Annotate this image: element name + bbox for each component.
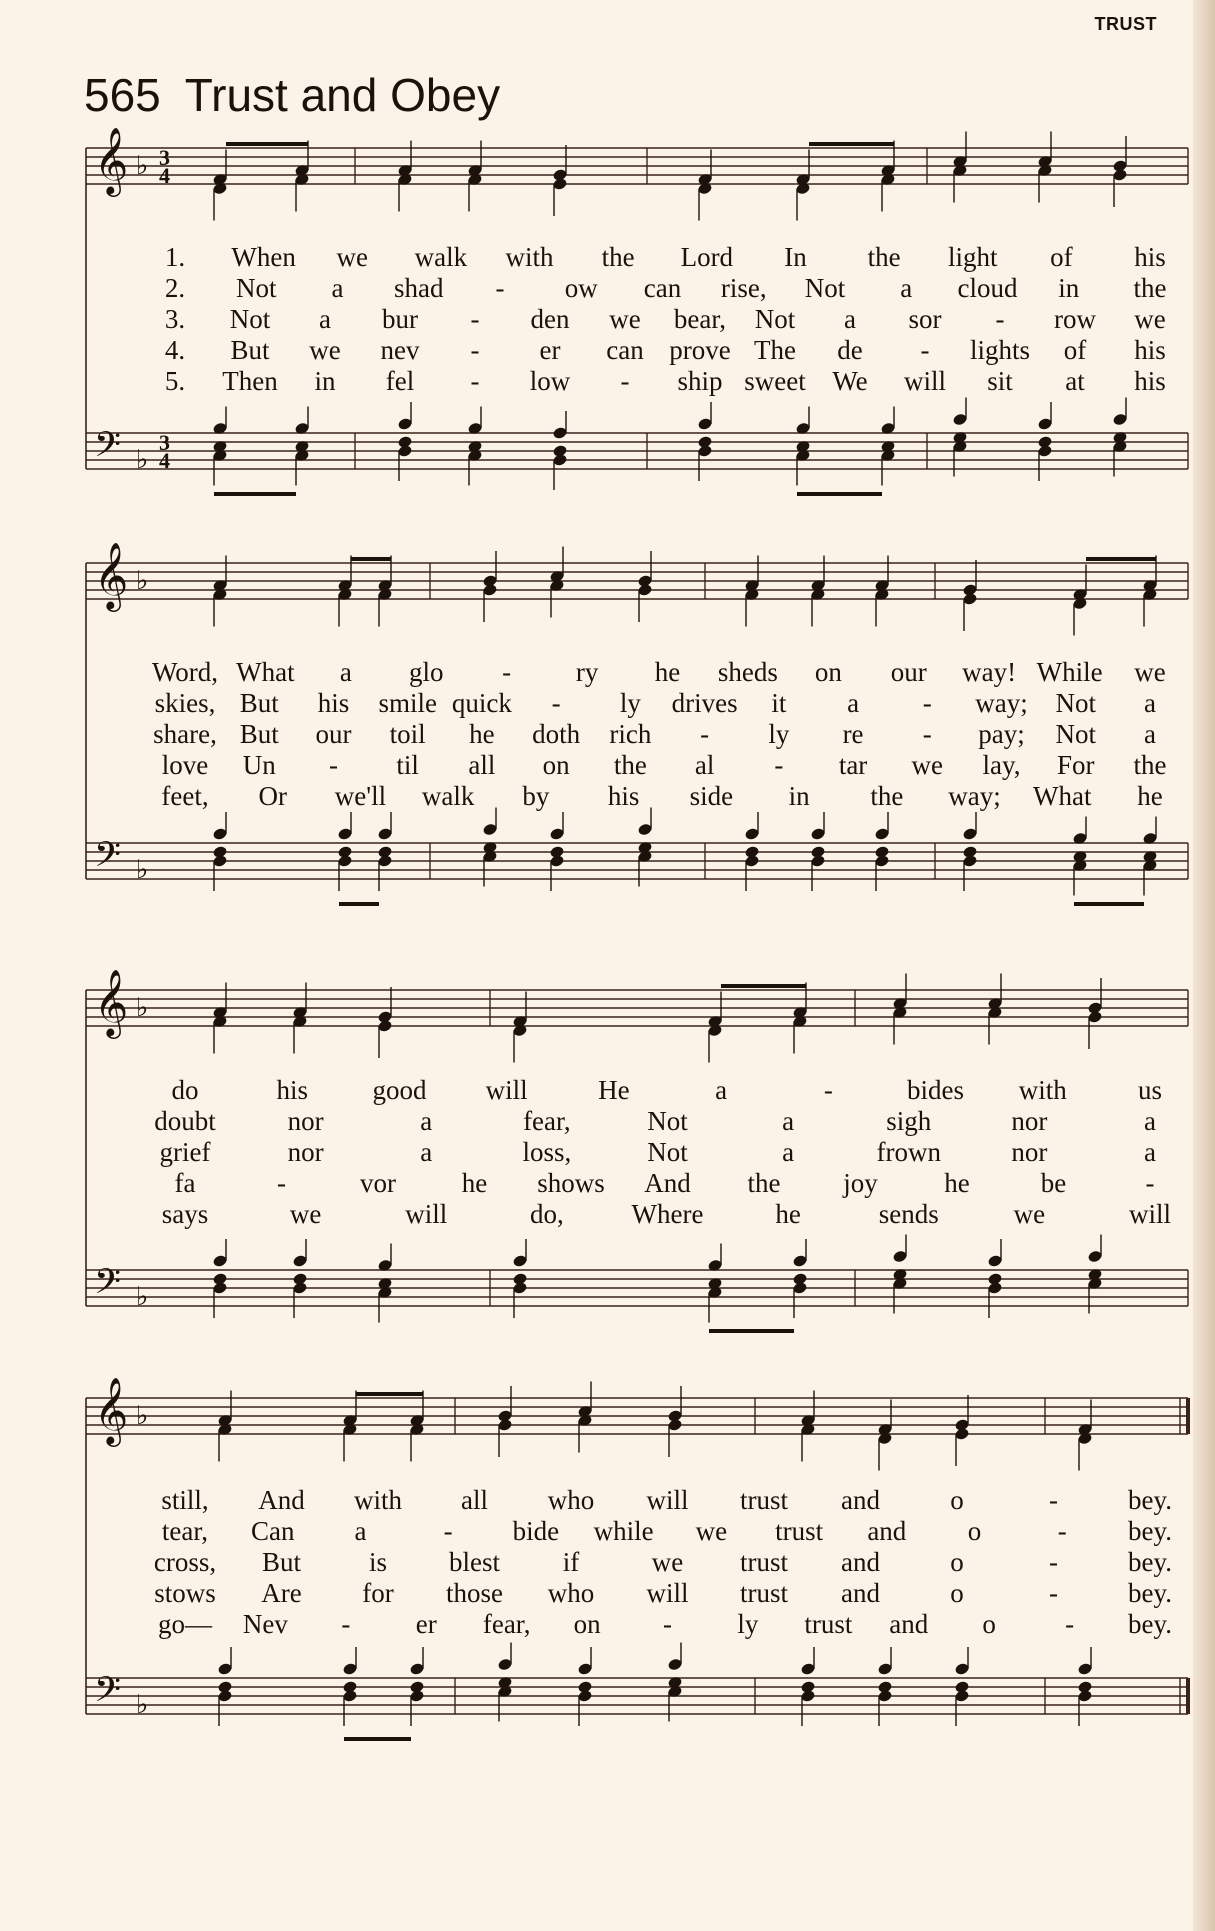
note-chord <box>954 1395 970 1466</box>
bass-staff <box>86 1643 1188 1740</box>
lyric-line <box>0 1485 1215 1515</box>
lyric-syllable: Lord <box>680 242 734 272</box>
lyric-syllable: can <box>643 273 682 303</box>
lyric-syllable: way; <box>975 688 1028 718</box>
lyric-syllable: bey. <box>1128 1547 1172 1577</box>
lyric-syllable: sheds <box>717 657 778 687</box>
lyric-syllable: is <box>368 1547 388 1577</box>
syllable-hyphen: - <box>470 366 480 396</box>
treble-staff <box>86 1376 1188 1471</box>
lyric-syllable: go— <box>158 1609 212 1639</box>
lyric-syllable: in <box>314 366 336 396</box>
flat-key-signature-icon: ♭ <box>136 1401 149 1431</box>
syllable-hyphen: - <box>328 750 338 780</box>
syllable-hyphen: - <box>443 1516 453 1546</box>
lyric-syllable: with <box>353 1485 403 1515</box>
syllable-hyphen: - <box>995 304 1005 334</box>
lyric-syllable: feet, <box>161 781 209 811</box>
lyric-syllable: fel <box>385 366 415 396</box>
lyric-line <box>0 1578 1215 1608</box>
section-tag: TRUST <box>1094 14 1157 34</box>
lyric-syllable: bey. <box>1128 1609 1172 1639</box>
lyric-syllable: But <box>230 335 270 365</box>
lyric-syllable: But <box>239 719 279 749</box>
lyric-syllable: He <box>598 1075 630 1105</box>
lyric-syllable: in <box>788 781 810 811</box>
lyric-line <box>0 1609 1215 1639</box>
lyric-syllable: What <box>236 657 295 687</box>
lyric-syllable: sweet <box>744 366 806 396</box>
lyric-syllable: side <box>689 781 734 811</box>
lyric-syllable: of <box>1063 335 1087 365</box>
lyric-syllable: ly <box>619 688 641 718</box>
flat-key-signature-icon: ♭ <box>136 1690 149 1720</box>
lyric-syllable: he <box>944 1168 970 1198</box>
lyric-syllable: it <box>771 688 787 718</box>
lyric-syllable: sigh <box>886 1106 932 1136</box>
syllable-hyphen: - <box>470 304 480 334</box>
lyric-syllable: Where <box>631 1199 704 1229</box>
lyric-syllable: his <box>317 688 350 718</box>
lyric-syllable: share, <box>153 719 217 749</box>
note-chord <box>800 1391 816 1462</box>
lyric-syllable: Then <box>222 366 278 396</box>
lyric-syllable: loss, <box>522 1137 572 1167</box>
lyric-syllable: will <box>646 1485 689 1515</box>
lyric-syllable: o <box>950 1547 964 1577</box>
lyric-syllable: we <box>911 750 944 780</box>
lyric-syllable: on <box>542 750 570 780</box>
verse-number: 1. <box>164 242 186 272</box>
lyric-syllable: de <box>837 335 863 365</box>
syllable-hyphen: - <box>920 335 930 365</box>
lyric-syllable: trust <box>804 1609 853 1639</box>
lyric-syllable: we <box>336 242 369 272</box>
lyric-syllable: fear, <box>523 1106 571 1136</box>
lyric-syllable: if <box>562 1547 580 1577</box>
lyric-syllable: the <box>601 242 635 272</box>
lyric-syllable: by <box>522 781 550 811</box>
lyric-syllable: nor <box>1011 1106 1048 1136</box>
time-signature-bottom: 4 <box>159 448 170 473</box>
lyric-syllable: do, <box>530 1199 564 1229</box>
lyric-syllable: says <box>161 1199 209 1229</box>
lyric-syllable: In <box>784 242 807 272</box>
flat-key-signature-icon: ♭ <box>136 151 149 181</box>
lyric-syllable: lay, <box>982 750 1021 780</box>
lyric-syllable: the <box>867 242 901 272</box>
lyric-syllable: frown <box>876 1137 941 1167</box>
lyric-syllable: When <box>231 242 296 272</box>
note-chord <box>497 1643 513 1722</box>
lyric-syllable: we <box>695 1516 728 1546</box>
lyric-syllable: blest <box>449 1547 500 1577</box>
lyric-syllable: nor <box>1011 1137 1048 1167</box>
verse-number: 2. <box>164 273 186 303</box>
lyric-syllable: a <box>1144 1106 1156 1136</box>
lyric-syllable: a <box>319 304 331 334</box>
lyric-syllable: will <box>485 1075 528 1105</box>
lyric-syllable: Are <box>261 1578 302 1608</box>
lyric-syllable: a <box>782 1106 795 1136</box>
lyric-syllable: our <box>315 719 352 749</box>
note-chord <box>667 1643 683 1722</box>
lyric-syllable: while <box>593 1516 654 1546</box>
lyric-syllable: can <box>606 335 644 365</box>
lyric-syllable: bey. <box>1128 1578 1172 1608</box>
lyric-syllable: for <box>362 1578 394 1608</box>
lyric-syllable: will <box>903 366 947 396</box>
lyric-syllable: a <box>420 1137 433 1167</box>
lyric-syllable: a <box>1144 688 1156 718</box>
lyric-syllable: love <box>161 750 209 780</box>
note-chord <box>217 1391 233 1462</box>
lyric-syllable: cloud <box>957 273 1018 303</box>
lyric-syllable: a <box>715 1075 728 1105</box>
lyric-syllable: And <box>258 1485 305 1515</box>
lyric-syllable: and <box>841 1578 880 1608</box>
lyric-syllable: a <box>1144 1137 1156 1167</box>
lyric-syllable: still, <box>161 1485 209 1515</box>
lyric-syllable: skies, <box>154 688 216 718</box>
lyric-syllable: smile <box>378 688 437 718</box>
lyric-syllable: sor <box>908 304 942 334</box>
lyric-syllable: Un <box>242 750 276 780</box>
lyric-syllable: fa <box>174 1168 196 1198</box>
lyric-syllable: But <box>239 688 279 718</box>
lyric-syllable: he <box>461 1168 488 1198</box>
hymn-number: 565 <box>84 69 161 121</box>
syllable-hyphen: - <box>502 657 512 687</box>
lyric-syllable: Not <box>647 1137 688 1167</box>
bass-clef-icon: 𝄢 <box>94 1261 122 1310</box>
lyric-syllable: Not <box>236 273 277 303</box>
lyric-syllable: Word, <box>151 657 219 687</box>
lyric-syllable: o <box>950 1578 964 1608</box>
lyric-line <box>0 1547 1215 1577</box>
syllable-hyphen: - <box>495 273 505 303</box>
lyric-syllable: will <box>1128 1199 1172 1229</box>
lyric-syllable: rise, <box>720 273 767 303</box>
lyric-syllable: Nev <box>242 1609 288 1639</box>
syllable-hyphen: - <box>1065 1609 1075 1639</box>
lyric-syllable: doth <box>532 719 581 749</box>
lyric-syllable: bey. <box>1128 1516 1172 1546</box>
lyric-syllable: good <box>372 1075 427 1105</box>
lyric-syllable: all <box>468 750 496 780</box>
lyric-syllable: with <box>1018 1075 1067 1105</box>
syllable-hyphen: - <box>700 719 710 749</box>
lyric-line <box>0 1516 1215 1546</box>
lyric-syllable: Not <box>754 304 796 334</box>
syllable-hyphen: - <box>551 688 561 718</box>
lyric-syllable: way! <box>962 657 1017 687</box>
lyric-syllable: our <box>890 657 927 687</box>
lyric-syllable: o <box>950 1485 964 1515</box>
syllable-hyphen: - <box>620 366 630 396</box>
lyric-syllable: But <box>261 1547 302 1577</box>
lyric-syllable: his <box>1134 366 1166 396</box>
lyric-syllable: a <box>1144 719 1156 749</box>
lyric-syllable: What <box>1033 781 1092 811</box>
lyric-syllable: his <box>607 781 640 811</box>
lyric-syllable: on <box>573 1609 601 1639</box>
lyric-syllable: ry <box>575 657 599 687</box>
flat-key-signature-icon: ♭ <box>136 445 149 475</box>
lyric-syllable: be <box>1040 1168 1067 1198</box>
lyric-syllable: doubt <box>154 1106 216 1136</box>
bass-clef-icon: 𝄢 <box>94 834 122 883</box>
note-chord <box>577 1382 593 1453</box>
syllable-hyphen: - <box>1049 1485 1058 1515</box>
lyric-syllable: do <box>171 1075 199 1105</box>
lyric-syllable: a <box>844 304 856 334</box>
lyric-syllable: o <box>967 1516 982 1546</box>
lyric-syllable: For <box>1057 750 1095 780</box>
lyric-syllable: who <box>547 1485 595 1515</box>
lyric-syllable: a <box>900 273 913 303</box>
flat-key-signature-icon: ♭ <box>136 855 149 885</box>
flat-key-signature-icon: ♭ <box>136 1282 149 1312</box>
verse-number: 5. <box>164 366 186 396</box>
lyric-syllable: quick <box>451 688 512 718</box>
lyric-syllable: o <box>982 1609 996 1639</box>
lyric-syllable: in <box>1058 273 1080 303</box>
verse-number: 4. <box>164 335 186 365</box>
lyric-syllable: trust <box>739 1547 789 1577</box>
lyric-syllable: trust <box>739 1578 789 1608</box>
treble-clef-icon: 𝄞 <box>94 126 129 194</box>
lyric-syllable: bur <box>382 304 418 334</box>
lyric-syllable: the <box>870 781 904 811</box>
lyric-syllable: den <box>530 304 570 334</box>
lyric-syllable: of <box>1050 242 1073 272</box>
lyric-syllable: a <box>782 1137 795 1167</box>
lyric-syllable: he <box>775 1199 801 1229</box>
lyric-syllable: vor <box>360 1168 396 1198</box>
lyric-syllable: we <box>1134 657 1166 687</box>
lyric-syllable: at <box>1065 366 1085 396</box>
lyric-syllable: all <box>461 1485 488 1515</box>
syllable-hyphen: - <box>470 335 480 365</box>
flat-key-signature-icon: ♭ <box>136 993 149 1023</box>
lyric-syllable: a <box>847 688 860 718</box>
lyric-syllable: we'll <box>334 781 387 811</box>
lyric-syllable: We <box>832 366 868 396</box>
lyric-syllable: tar <box>838 750 868 780</box>
lyric-syllable: and <box>841 1485 880 1515</box>
note-chord <box>667 1386 683 1457</box>
lyric-syllable: lights <box>969 335 1031 365</box>
lyric-syllable: joy <box>843 1168 878 1198</box>
lyric-syllable: we <box>1013 1199 1046 1229</box>
lyric-syllable: the <box>1133 750 1167 780</box>
lyric-syllable: drives <box>671 688 738 718</box>
time-signature-top: 3 <box>159 430 170 455</box>
lyric-syllable: he <box>469 719 495 749</box>
note-chord <box>497 1386 513 1457</box>
lyric-syllable: a <box>331 273 344 303</box>
lyric-syllable: ly <box>768 719 790 749</box>
bass-clef-icon: 𝄢 <box>94 424 122 473</box>
syllable-hyphen: - <box>922 719 932 749</box>
lyric-syllable: Not <box>804 273 846 303</box>
syllable-hyphen: - <box>922 688 932 718</box>
lyric-syllable: tear, <box>161 1516 209 1546</box>
lyric-syllable: til <box>396 750 419 780</box>
lyric-syllable: those <box>446 1578 503 1608</box>
lyric-syllable: his <box>276 1075 308 1105</box>
lyric-syllable: we <box>651 1547 684 1577</box>
lyric-syllable: fear, <box>482 1609 531 1639</box>
time-signature-top: 3 <box>159 145 170 170</box>
syllable-hyphen: - <box>663 1609 672 1639</box>
lyric-syllable: he <box>654 657 681 687</box>
syllable-hyphen: - <box>774 750 784 780</box>
lyric-syllable: way; <box>948 781 1001 811</box>
lyric-syllable: the <box>747 1168 781 1198</box>
lyric-syllable: he <box>1137 781 1163 811</box>
lyric-syllable: ly <box>737 1609 759 1639</box>
syllable-hyphen: - <box>1057 1516 1067 1546</box>
lyric-syllable: a <box>354 1516 367 1546</box>
lyric-syllable: er <box>415 1609 437 1639</box>
treble-clef-icon: 𝄞 <box>94 541 129 609</box>
lyric-syllable: we <box>289 1199 322 1229</box>
lyric-syllable: a <box>420 1106 433 1136</box>
lyric-syllable: cross, <box>153 1547 217 1577</box>
hymn-title: Trust and Obey <box>184 69 501 121</box>
syllable-hyphen: - <box>341 1609 351 1639</box>
bass-clef-icon: 𝄢 <box>94 1669 122 1718</box>
lyric-syllable: and <box>841 1547 880 1577</box>
syllable-hyphen: - <box>1049 1547 1058 1577</box>
lyric-syllable: stows <box>154 1578 216 1608</box>
lyric-syllable: sends <box>878 1199 939 1229</box>
lyric-syllable: on <box>814 657 842 687</box>
lyric-syllable: we <box>309 335 341 365</box>
lyric-syllable: ship <box>677 366 723 396</box>
note-chord <box>1077 1400 1093 1471</box>
verse-number: 3. <box>164 304 186 334</box>
time-signature-bottom: 4 <box>159 163 170 188</box>
lyric-syllable: bide <box>512 1516 560 1546</box>
note-chord <box>342 1391 358 1462</box>
lyric-syllable: The <box>754 335 796 365</box>
lyric-syllable: Can <box>250 1516 295 1546</box>
lyric-syllable: nor <box>287 1137 324 1167</box>
lyric-syllable: bey. <box>1128 1485 1172 1515</box>
lyric-syllable: low <box>529 366 571 396</box>
flat-key-signature-icon: ♭ <box>136 566 149 596</box>
lyric-syllable: a <box>339 657 352 687</box>
lyric-syllable: er <box>539 335 561 365</box>
lyric-syllable: glo <box>408 657 444 687</box>
treble-clef-icon: 𝄞 <box>94 968 129 1036</box>
lyric-syllable: we <box>1134 304 1166 334</box>
lyric-syllable: ow <box>564 273 598 303</box>
lyric-syllable: And <box>644 1168 691 1198</box>
lyric-syllable: the <box>1133 273 1167 303</box>
note-chord <box>409 1391 425 1462</box>
lyric-syllable: sit <box>987 366 1013 396</box>
lyric-syllable: trust <box>739 1485 789 1515</box>
lyric-syllable: toil <box>389 719 426 749</box>
lyric-syllable: who <box>547 1578 595 1608</box>
note-chord <box>877 1400 893 1471</box>
lyric-syllable: row <box>1054 304 1096 334</box>
lyric-syllable: with <box>505 242 554 272</box>
syllable-hyphen: - <box>277 1168 286 1198</box>
lyric-syllable: trust <box>775 1516 824 1546</box>
lyric-syllable: al <box>694 750 715 780</box>
lyric-syllable: his <box>1134 242 1166 272</box>
lyric-syllable: Not <box>1055 719 1097 749</box>
lyric-syllable: his <box>1134 335 1166 365</box>
lyric-syllable: will <box>405 1199 448 1229</box>
lyric-syllable: shows <box>537 1168 605 1198</box>
lyric-syllable: prove <box>669 335 731 365</box>
lyric-syllable: nor <box>287 1106 324 1136</box>
lyric-syllable: shad <box>394 273 444 303</box>
lyric-syllable: Or <box>258 781 287 811</box>
lyric-syllable: grief <box>159 1137 211 1167</box>
lyric-syllable: Not <box>1055 688 1097 718</box>
lyric-syllable: Not <box>647 1106 688 1136</box>
lyric-syllable: the <box>613 750 647 780</box>
lyric-syllable: and <box>889 1609 929 1639</box>
lyric-syllable: will <box>646 1578 689 1608</box>
syllable-hyphen: - <box>1049 1578 1058 1608</box>
treble-clef-icon: 𝄞 <box>94 1376 129 1444</box>
lyric-syllable: walk <box>421 781 475 811</box>
lyric-syllable: walk <box>414 242 468 272</box>
lyric-syllable: While <box>1036 657 1103 687</box>
lyric-syllable: rich <box>609 719 652 749</box>
lyric-syllable: nev <box>380 335 420 365</box>
lyric-syllable: us <box>1137 1075 1163 1105</box>
syllable-hyphen: - <box>823 1075 833 1105</box>
lyric-syllable: we <box>609 304 641 334</box>
lyric-syllable: Not <box>229 304 271 334</box>
syllable-hyphen: - <box>1145 1168 1155 1198</box>
lyric-syllable: and <box>867 1516 907 1546</box>
lyric-syllable: light <box>947 242 998 272</box>
lyric-syllable: bear, <box>673 304 727 334</box>
lyric-syllable: re <box>842 719 864 749</box>
lyric-syllable: bides <box>907 1075 965 1105</box>
lyric-syllable: pay; <box>978 719 1025 749</box>
